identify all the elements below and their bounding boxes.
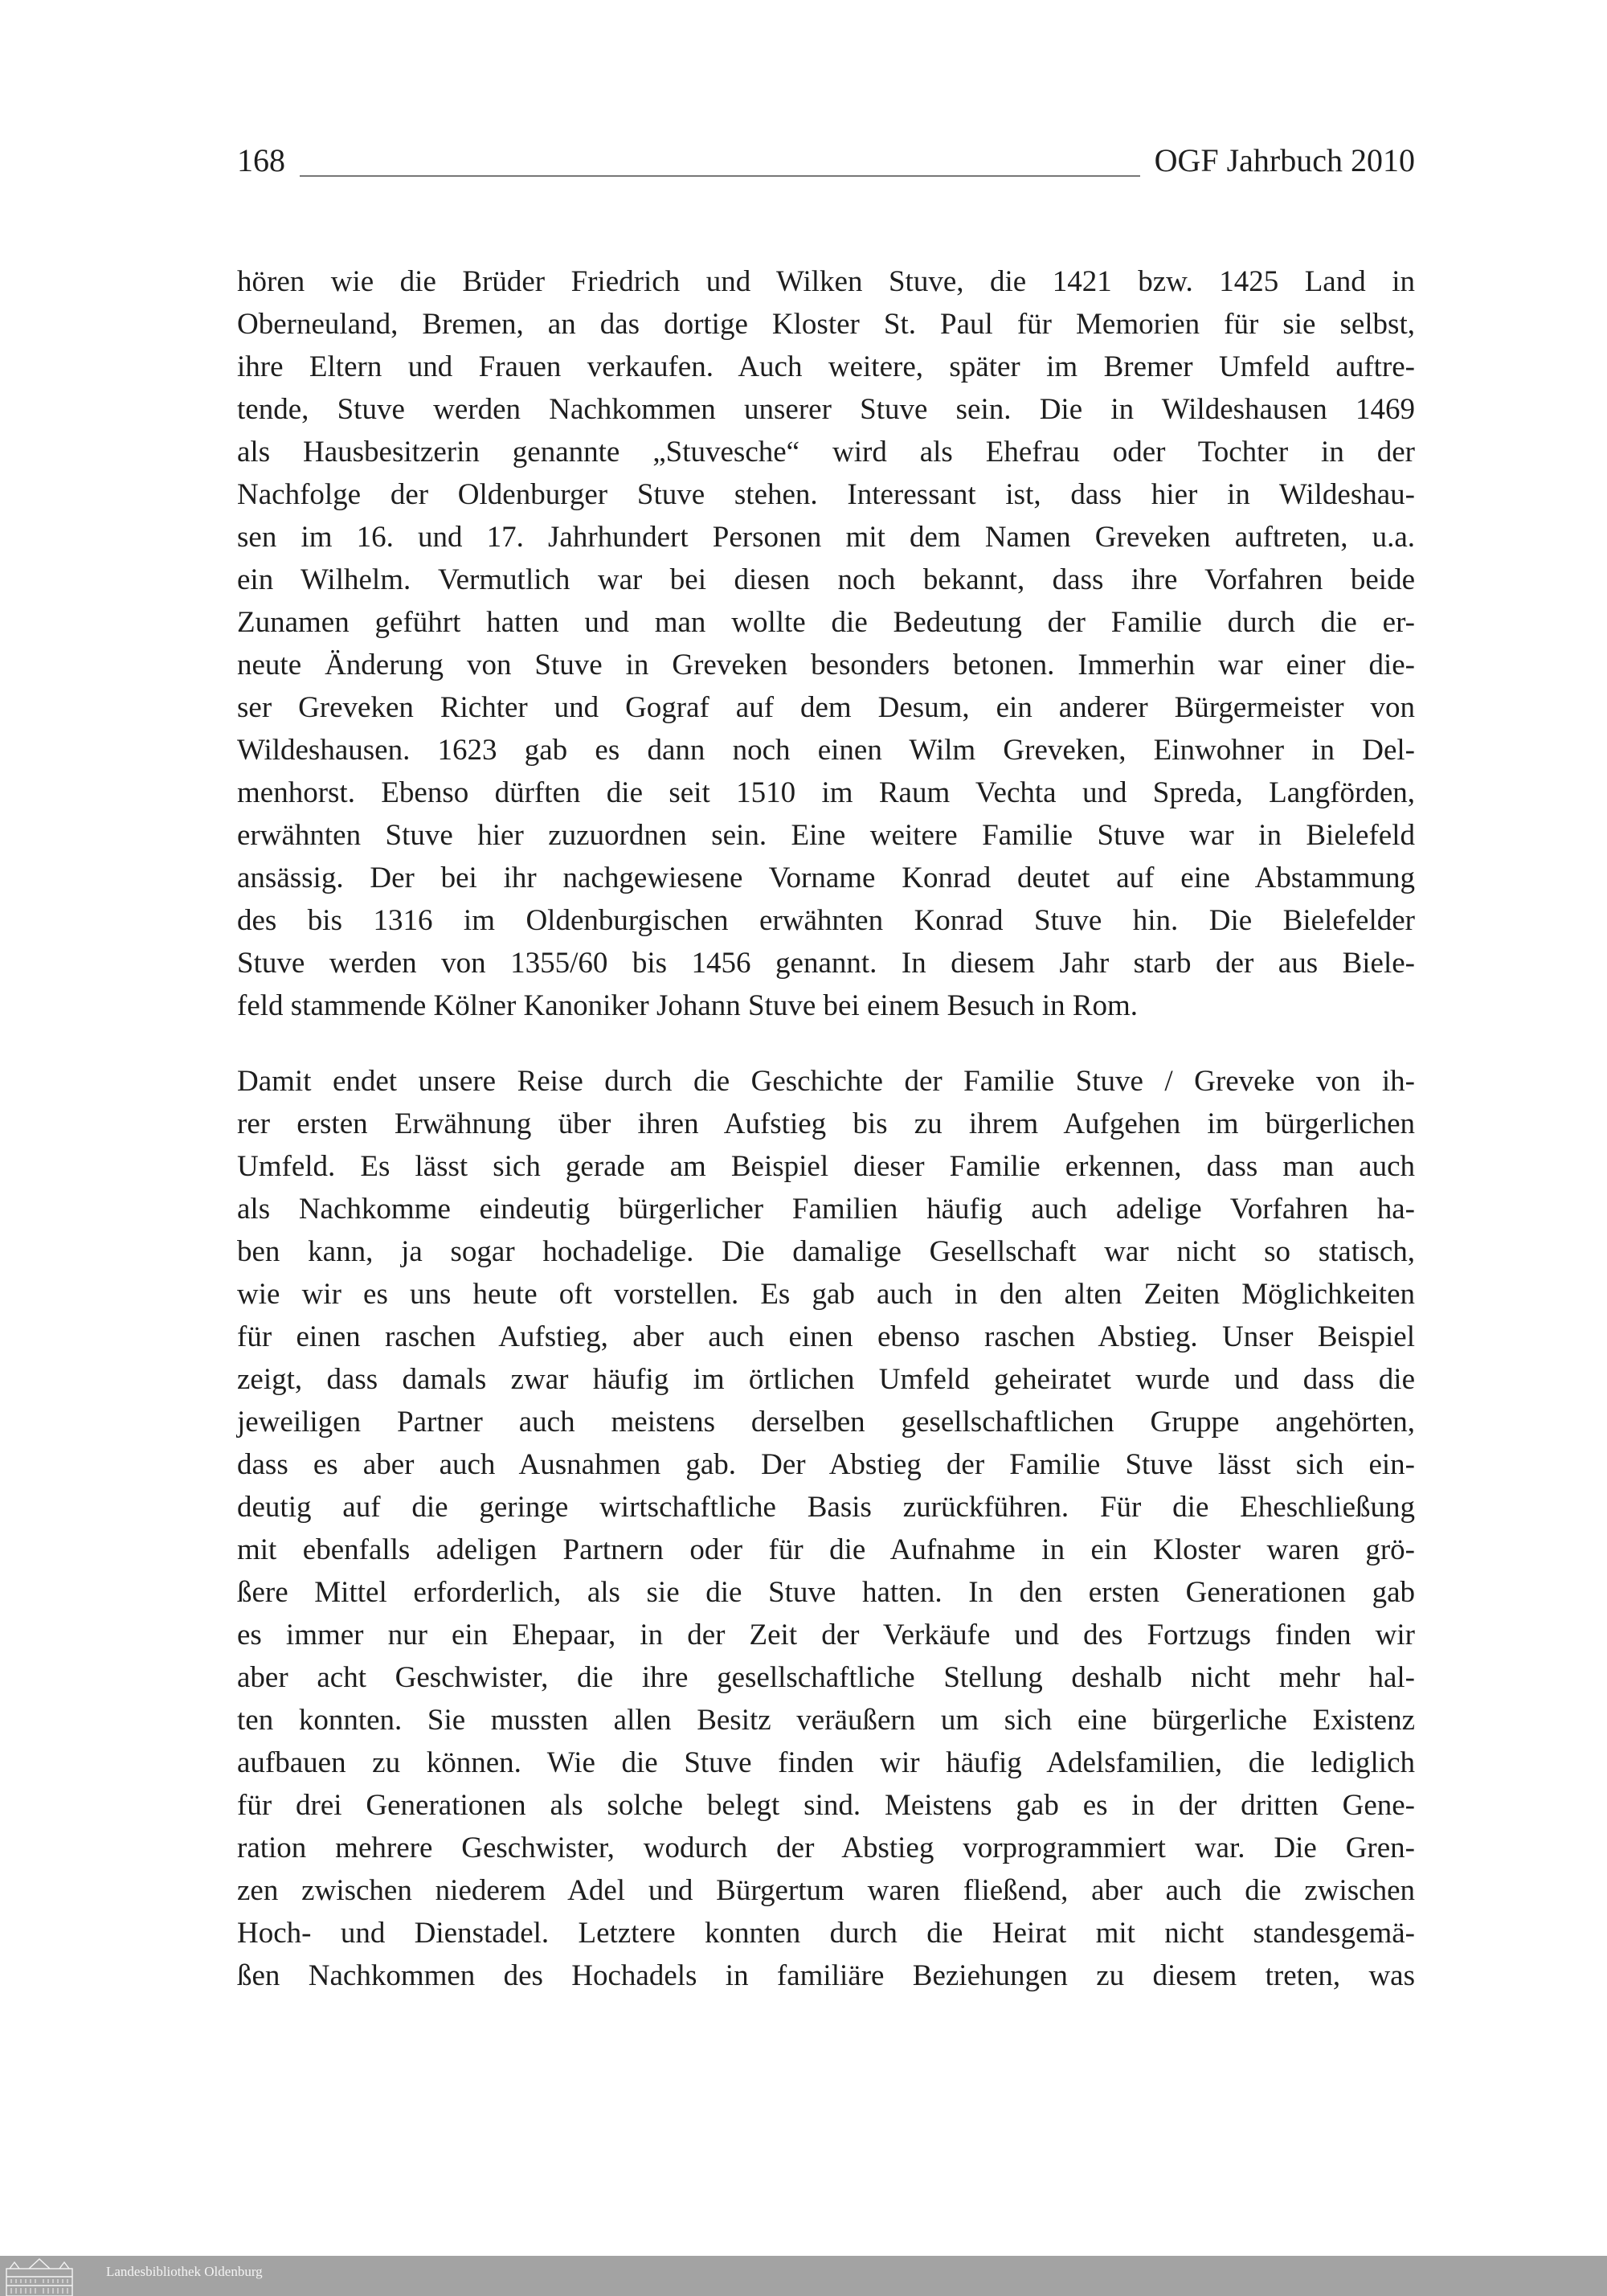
text-line: ßen Nachkommen des Hochadels in familiäre Beziehungen zu diesem treten, was xyxy=(237,1959,1415,1992)
text-line: Umfeld. Es lässt sich gerade am Beispiel dieser Familie erkennen, dass man auch xyxy=(237,1150,1415,1183)
text-line: aufbauen zu können. Wie die Stuve finden wir häufig Adelsfamilien, die lediglich xyxy=(237,1746,1415,1779)
text-line: erwähnten Stuve hier zuzuordnen sein. Eine weitere Familie Stuve war in Bielefeld xyxy=(237,819,1415,852)
text-line: hören wie die Brüder Friedrich und Wilken Stuve, die 1421 bzw. 1425 Land in xyxy=(237,265,1415,298)
text-line: es immer nur ein Ehepaar, in der Zeit der Verkäufe und des Fortzugs finden wir xyxy=(237,1619,1415,1651)
text-line: aber acht Geschwister, die ihre gesellschaftliche Stellung deshalb nicht mehr hal- xyxy=(237,1661,1415,1694)
text-line: Hoch- und Dienstadel. Letztere konnten durch die Heirat mit nicht standesgemä- xyxy=(237,1917,1415,1950)
footer-bar xyxy=(0,2256,1607,2296)
text-line: Nachfolge der Oldenburger Stuve stehen. Interessant ist, dass hier in Wildeshau- xyxy=(237,478,1415,511)
text-line: rer ersten Erwähnung über ihren Aufstieg bis zu ihrem Aufgehen im bürgerlichen xyxy=(237,1107,1415,1140)
text-line: Stuve werden von 1355/60 bis 1456 genannt. In diesem Jahr starb der aus Biele- xyxy=(237,947,1415,980)
text-line: zeigt, dass damals zwar häufig im örtlichen Umfeld geheiratet wurde und dass die xyxy=(237,1363,1415,1396)
text-line: ihre Eltern und Frauen verkaufen. Auch weitere, später im Bremer Umfeld auftre- xyxy=(237,350,1415,383)
text-line: ration mehrere Geschwister, wodurch der Abstieg vorprogrammiert war. Die Gren- xyxy=(237,1831,1415,1864)
text-line: des bis 1316 im Oldenburgischen erwähnten Konrad Stuve hin. Die Bielefelder xyxy=(237,904,1415,937)
text-line: ben kann, ja sogar hochadelige. Die damalige Gesellschaft war nicht so statisch, xyxy=(237,1235,1415,1268)
library-building-icon xyxy=(5,2257,74,2296)
text-line: als Hausbesitzerin genannte „Stuvesche“ wird als Ehefrau oder Tochter in der xyxy=(237,436,1415,469)
text-line: tende, Stuve werden Nachkommen unserer Stuve sein. Die in Wildeshausen 1469 xyxy=(237,393,1415,426)
text-line: ser Greveken Richter und Gograf auf dem Desum, ein anderer Bürgermeister von xyxy=(237,691,1415,724)
library-name: Landesbibliothek Oldenburg xyxy=(106,2264,263,2279)
text-line: jeweiligen Partner auch meistens derselben gesellschaftlichen Gruppe angehörten, xyxy=(237,1406,1415,1439)
text-line: deutig auf die geringe wirtschaftliche Basis zurückführen. Für die Eheschließung xyxy=(237,1491,1415,1524)
text-line: mit ebenfalls adeligen Partnern oder für die Aufnahme in ein Kloster waren grö- xyxy=(237,1533,1415,1566)
text-line: ßere Mittel erforderlich, als sie die Stuve hatten. In den ersten Generationen gab xyxy=(237,1576,1415,1609)
text-line: wie wir es uns heute oft vorstellen. Es gab auch in den alten Zeiten Möglichkeiten xyxy=(237,1278,1415,1311)
text-line: als Nachkomme eindeutig bürgerlicher Familien häufig auch adelige Vorfahren ha- xyxy=(237,1193,1415,1226)
text-line: ein Wilhelm. Vermutlich war bei diesen noch bekannt, dass ihre Vorfahren beide xyxy=(237,563,1415,596)
paragraph-1 xyxy=(237,260,1415,1027)
text-line: feld stammende Kölner Kanoniker Johann Stuve bei einem Besuch in Rom. xyxy=(237,989,1139,1022)
text-line: Damit endet unsere Reise durch die Geschichte der Familie Stuve / Greveke von ih- xyxy=(237,1065,1415,1098)
header-rule xyxy=(300,175,1140,177)
text-line: neute Änderung von Stuve in Greveken besonders betonen. Immerhin war einer die- xyxy=(237,649,1415,681)
text-line: sen im 16. und 17. Jahrhundert Personen mit dem Namen Greveken auftreten, u.a. xyxy=(237,521,1415,554)
text-line: ansässig. Der bei ihr nachgewiesene Vorname Konrad deutet auf eine Abstammung xyxy=(237,862,1415,894)
text-line: Zunamen geführt hatten und man wollte die Bedeutung der Familie durch die er- xyxy=(237,606,1415,639)
paragraph-2 xyxy=(237,1060,1415,1997)
text-line: dass es aber auch Ausnahmen gab. Der Abstieg der Familie Stuve lässt sich ein- xyxy=(237,1448,1415,1481)
text-line: Wildeshausen. 1623 gab es dann noch einen Wilm Greveken, Einwohner in Del- xyxy=(237,734,1415,767)
text-line: zen zwischen niederem Adel und Bürgertum waren fließend, aber auch die zwischen xyxy=(237,1874,1415,1907)
text-line: ten konnten. Sie mussten allen Besitz veräußern um sich eine bürgerliche Existenz xyxy=(237,1704,1415,1737)
text-line: Oberneuland, Bremen, an das dortige Kloster St. Paul für Memorien für sie selbst, xyxy=(237,308,1415,341)
text-line: für drei Generationen als solche belegt sind. Meistens gab es in der dritten Gene- xyxy=(237,1789,1415,1822)
text-line: menhorst. Ebenso dürften die seit 1510 im Raum Vechta und Spreda, Langförden, xyxy=(237,776,1415,809)
running-header xyxy=(237,141,1415,182)
page-number: 168 xyxy=(237,142,285,178)
text-line: für einen raschen Aufstieg, aber auch einen ebenso raschen Abstieg. Unser Beispiel xyxy=(237,1320,1415,1353)
journal-title: OGF Jahrbuch 2010 xyxy=(1154,142,1415,178)
